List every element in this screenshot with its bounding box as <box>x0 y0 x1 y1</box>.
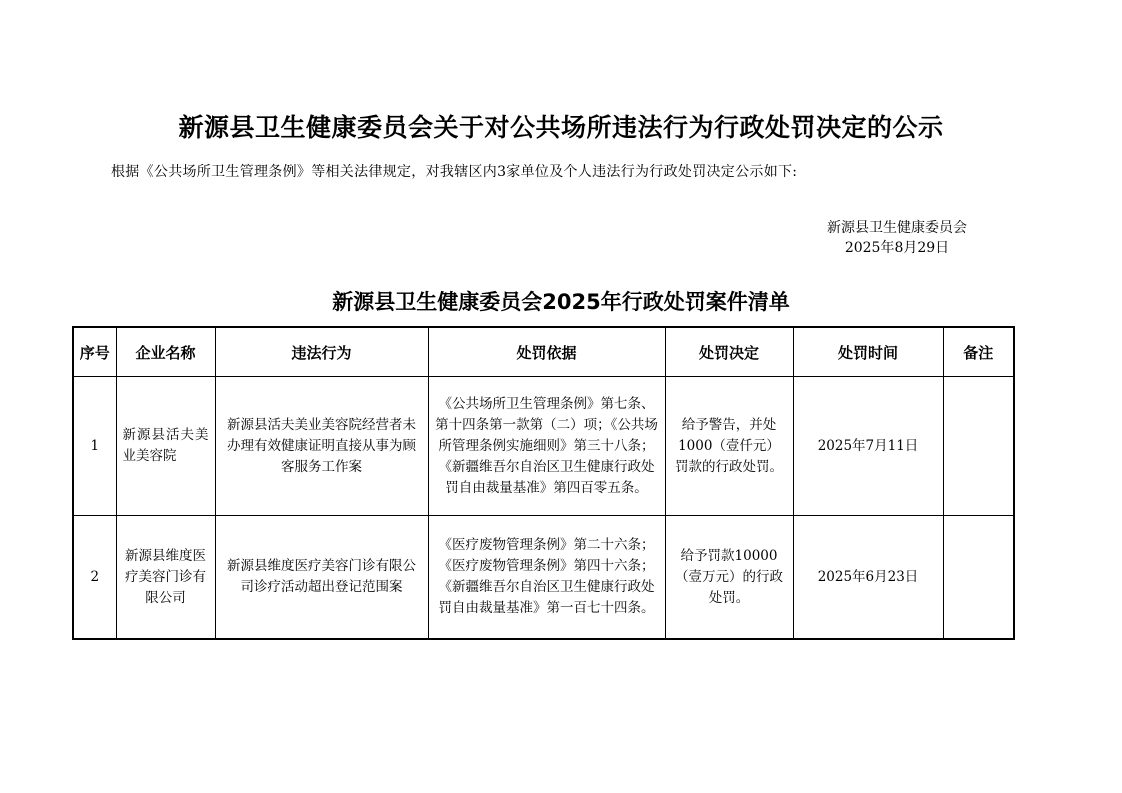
basis-text: 《医疗废物管理条例》第二十六条；《医疗废物管理条例》第四十六条；《新疆维吾尔自治区卫生健康行政处罚自由裁量基准》第一百七十四条。 <box>438 537 655 616</box>
issue-date: 2025年8月29日 <box>844 240 950 256</box>
cell-company <box>116 516 215 640</box>
intro-paragraph: 根据《公共场所卫生管理条例》等相关法律规定，对我辖区内3家单位及个人违法行为行政处罚决定公示如下: <box>111 164 798 180</box>
cell-violation <box>215 377 428 516</box>
header-no: 序号 <box>73 327 116 377</box>
company-text: 新源县活夫美业美容院 <box>122 427 209 464</box>
header-date: 处罚时间 <box>793 327 943 377</box>
list-title: 新源县卫生健康委员会2025年行政处罚案件清单 <box>332 290 790 314</box>
header-company: 企业名称 <box>116 327 215 377</box>
violation-text: 新源县维度医疗美容门诊有限公司诊疗活动超出登记范围案 <box>227 558 416 595</box>
header-remark: 备注 <box>943 327 1014 377</box>
table-row <box>73 516 1014 640</box>
cell-remark <box>943 516 1014 640</box>
cell-date: 2025年6月23日 <box>793 516 943 640</box>
page-title: 新源县卫生健康委员会关于对公共场所违法行为行政处罚决定的公示 <box>178 113 944 142</box>
issuer-name: 新源县卫生健康委员会 <box>827 220 967 236</box>
header-decision: 处罚决定 <box>665 327 793 377</box>
cell-remark <box>943 377 1014 516</box>
decision-text: 给予警告，并处1000（壹仟元）罚款的行政处罚。 <box>675 416 783 475</box>
table-header-row <box>73 327 1014 377</box>
cell-basis <box>428 377 665 516</box>
header-violation: 违法行为 <box>215 327 428 377</box>
decision-text: 给予罚款10000（壹万元）的行政处罚。 <box>675 547 783 606</box>
basis-text: 《公共场所卫生管理条例》第七条、第十四条第一款第（二）项；《公共场所管理条例实施细则》第三十八条；《新疆维吾尔自治区卫生健康行政处罚自由裁量基准》第四百零五条。 <box>435 395 658 496</box>
cell-company <box>116 377 215 516</box>
cell-decision <box>665 377 793 516</box>
cell-date: 2025年7月11日 <box>793 377 943 516</box>
violation-text: 新源县活夫美业美容院经营者未办理有效健康证明直接从事为顾客服务工作案 <box>227 416 416 475</box>
signature-block <box>827 218 967 258</box>
cell-basis <box>428 516 665 640</box>
cell-decision <box>665 516 793 640</box>
table-row <box>73 377 1014 516</box>
cell-no: 1 <box>73 377 116 516</box>
cell-violation <box>215 516 428 640</box>
penalty-table <box>72 326 1015 640</box>
cell-no: 2 <box>73 516 116 640</box>
header-basis: 处罚依据 <box>428 327 665 377</box>
company-text: 新源县维度医疗美容门诊有限公司 <box>125 547 206 606</box>
